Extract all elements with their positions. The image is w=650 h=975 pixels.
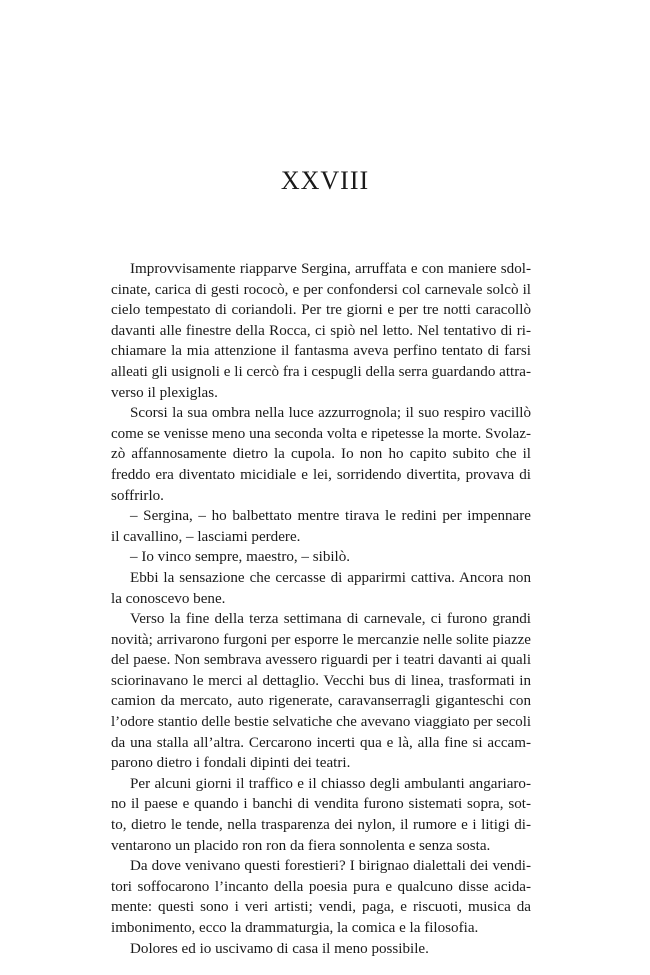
text-line: Per alcuni giorni il traffico e il chiasso degli ambulanti angariaro- — [130, 775, 531, 792]
text-line: zò affannosamente dietro la cupola. Io non ho capito subito che il — [111, 446, 531, 463]
text-line: novità; arrivarono furgoni per esporre le mercanzie nelle solite piazze — [111, 631, 531, 648]
text-line: sciorinavano le merci al dettaglio. Vecchi bus di linea, trasformati in — [111, 672, 531, 689]
text-line: tori soffocarono l’incanto della poesia pura e qualcuno disse acida- — [111, 878, 531, 895]
text-line: come se venisse meno una seconda volta e ripetesse la morte. Svolaz- — [111, 425, 531, 442]
chapter-title: XXVIII — [280, 166, 370, 195]
text-line: parono dietro i fondali dipinti dei teatri. — [111, 755, 351, 772]
text-line: il cavallino, – lasciami perdere. — [111, 528, 301, 545]
text-line: Dolores ed io uscivamo di casa il meno possibile. — [130, 940, 429, 957]
text-line: imbonimento, ecco la drammaturgia, la comica e la filosofia. — [111, 920, 479, 936]
text-line: verso il plexiglas. — [111, 384, 218, 401]
text-line: la conoscevo bene. — [111, 590, 226, 607]
text-line: – Io vinco sempre, maestro, – sibilò. — [130, 549, 351, 566]
text-line: cinate, carica di gesti rococò, e per confondersi col carnevale solcò il — [111, 281, 531, 298]
text-line: Scorsi la sua ombra nella luce azzurrognola; il suo respiro vacillò — [130, 405, 531, 422]
text-line: ventarono un placido ron ron da fiera sonnolenta e senza sosta. — [111, 837, 491, 854]
text-line: mente: questi sono i veri artisti; vendi, paga, e riscuoti, musica da — [111, 899, 531, 916]
text-line: soffrirlo. — [111, 487, 164, 504]
text-line: cielo tempestato di coriandoli. Per tre giorni e per tre notti caracollò — [111, 302, 531, 319]
text-line: Verso la fine della terza settimana di carnevale, ci furono grandi — [130, 611, 531, 628]
text-line: to, dietro le tende, nella trasparenza dei nylon, il rumore e i litigi di- — [111, 817, 531, 834]
text-line: Ebbi la sensazione che cercasse di apparirmi cattiva. Ancora non — [130, 569, 531, 586]
text-line: alleati gli usignoli e li cercò fra i cespugli della serra guardando attra- — [111, 363, 531, 380]
body-text — [111, 259, 531, 959]
text-line: l’odore stantio delle bestie selvatiche che avevano viaggiato per secoli — [111, 714, 531, 731]
text-line: freddo era diventato micidiale e lei, sorridendo divertita, provava di — [111, 466, 531, 483]
text-line: camion da mercato, auto rigenerate, caravanserragli giganteschi con — [111, 693, 531, 710]
text-line: no il paese e quando i banchi di vendita furono sistemati sopra, sot- — [111, 796, 531, 813]
text-line: Da dove venivano questi forestieri? I birignao dialettali dei vendi- — [130, 858, 531, 875]
text-line: da una stalla all’altra. Cercarono incerti qua e là, alla fine si accam- — [111, 734, 531, 751]
text-line: – Sergina, – ho balbettato mentre tirava le redini per impennare — [130, 508, 531, 525]
text-line: del paese. Non sembrava avessero riguardi per i teatri davanti ai quali — [111, 652, 531, 669]
text-line: davanti alle finestre della Rocca, ci spiò nel letto. Nel tentativo di ri- — [111, 322, 531, 339]
text-line: Improvvisamente riapparve Sergina, arruffata e con maniere sdol- — [130, 261, 531, 277]
text-line: chiamare la mia attenzione il fantasma aveva perfino tentato di farsi — [111, 343, 531, 360]
